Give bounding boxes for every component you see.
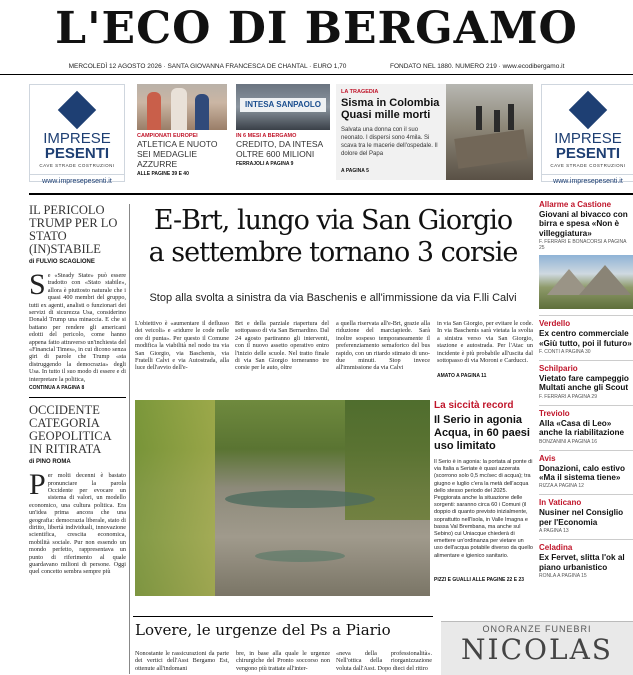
- sidebar-item-title: Alla «Casa di Leo» anche la riabilitazione: [539, 418, 625, 438]
- opinion-divider: [29, 397, 126, 398]
- lovere-headline[interactable]: Lovere, le urgenze del Ps a Piario: [135, 621, 391, 639]
- sidebar-item-tag: Allarme a Castione: [539, 200, 612, 209]
- dateline-left: MERCOLEDÌ 12 AGOSTO 2026 · SANTA GIOVANNA FRANCESCA DE CHANTAL · EURO 1,70: [68, 63, 347, 70]
- sidebar-item-title: Vietato fare campeggio Multati anche gli Scout: [539, 374, 629, 393]
- sidebar-item-ref: RONLA A PAGINA 15: [539, 573, 587, 580]
- tragedy-box[interactable]: [336, 84, 533, 180]
- teaser-title: CREDITO, DA INTESA OLTRE 600 MILIONI: [236, 139, 323, 159]
- tragedy-body: Salvata una donna con il suo neonato. I dispersi sono 4mila. Si scava tra le macerie dell'ospedale. Il dolore del Papa: [341, 127, 438, 157]
- sidebar-item[interactable]: [539, 360, 633, 400]
- dropcap: S: [29, 268, 46, 301]
- sidebar-item-ref: F. FERRARI E BONACORSI A PAGINA 25: [539, 239, 627, 252]
- tragedy-title-line1: Sisma in Colombia: [341, 97, 440, 109]
- sidebar-item-ref: F. FERRARI A PAGINA 29: [539, 393, 597, 400]
- sidebar-item[interactable]: [539, 200, 633, 251]
- drought-body: Il Serio è in agonia: la portata al ponte di via Italia a Seriate è quasi azzerata (scorrono solo 0,5 mc/sec di acqua); tra giugno e luglio c'era la metà dell'acqua dello stesso periodo del 2025. Peggiorata anche la situazione delle sorgenti: saranno circa 60 i Comuni (il doppio di quanto previsto inizialmente, soprattutto nell'Isola, in Valle Imagna e bassa Val Brembana, ma anche sul Sebino) cui Uniacque chiederà di emettere un'ordinanza per vietare un uso dell'acqua potabile diverso da quello alimentare e igienico sanitario.: [434, 459, 533, 559]
- sidebar-item[interactable]: [539, 539, 633, 579]
- sidebar-right: [539, 200, 633, 610]
- sidebar-item-ref: F. CONTI A PAGINA 30: [539, 349, 591, 356]
- diamond-logo-icon: [569, 91, 607, 129]
- teaser-kicker: CAMPIONATI EUROPEI: [137, 133, 198, 139]
- ad-url[interactable]: www.impresepesenti.it: [30, 174, 124, 185]
- lovere-col-1: Nonostante le rassicurazioni da parte dei vertici dell'Asst Bergamo Est, ottenute all'indomani: [135, 650, 229, 672]
- ad-tagline: CAVE STRADE COSTRUZIONI: [39, 163, 115, 168]
- sidebar-item-tag: Schilpario: [539, 364, 578, 374]
- sidebar-item-tag: In Vaticano: [539, 498, 582, 508]
- top-band-rule: [29, 193, 633, 195]
- opinion-body-text: er molti decenni è bastato pronunciare la parola Occidente per evocare un sistema di valori, un modello economico, una cultura politica. Era un'idea prima ancora che una geografia: democrazia liberale, stato di diritto, libertà individuali, innovazione scientifica, crescita economica, mobilità sociale. Pur non essendo un mondo perfetto, rappresentava un punto di riferimento al quale guardavano milioni di persone. Oggi quel concetto sembra sempre più: [29, 472, 126, 576]
- sidebar-item[interactable]: [539, 405, 633, 445]
- drought-kicker: La siccità record: [434, 400, 514, 411]
- lead-headline-line2: a settembre tornano 3 corsie: [148, 237, 518, 268]
- sidebar-item[interactable]: [539, 315, 633, 355]
- sidebar-item-title: Nusiner nel Consiglio per l'Economia: [539, 508, 624, 527]
- drought-article[interactable]: [434, 400, 534, 596]
- intesa-photo: [236, 84, 330, 130]
- sidebar-item-title: Giovani al bivacco con birra e spesa «Non è villeggiatura»: [539, 210, 628, 238]
- dateline-right: FONDATO NEL 1880. NUMERO 219 · www.ecodibergamo.it: [390, 63, 565, 70]
- drought-title: Il Serio in agonia Acqua, in 60 paesi uso limitato: [434, 414, 530, 452]
- intesa-sign: INTESA SANPAOLO: [240, 98, 326, 112]
- drought-ref[interactable]: PIZZI E GUALLI ALLE PAGINE 22 E 23: [434, 577, 525, 583]
- lead-col-2: Brt e della parziale riapertura del sottopasso di via San Bernardino. Dal 24 agosto partiranno gli interventi, con il nuovo assetto operativo entro l'inizio delle scuole. Nel tratto finale di via San Giorgio torneranno tre corsie per le auto, oltre: [235, 320, 329, 372]
- column-divider: [129, 204, 130, 674]
- ad-brand-line1: IMPRESE: [554, 130, 622, 147]
- opinion-headline-trump[interactable]: IL PERICOLO TRUMP PER LO STATO (IN)STABILE: [29, 204, 118, 256]
- funeral-ad-line1: ONORANZE FUNEBRI: [482, 624, 592, 634]
- sidebar-item-ref: BONZANINI A PAGINA 16: [539, 438, 597, 445]
- lead-ref[interactable]: AMATO A PAGINA 11: [437, 373, 487, 379]
- teaser-kicker: IN 6 MESI A BERGAMO: [236, 133, 297, 139]
- sidebar-item[interactable]: [539, 494, 633, 534]
- dropcap: P: [29, 468, 46, 502]
- sidebar-item-tag: Avis: [539, 453, 556, 463]
- sidebar-item-ref: RIZZA A PAGINA 12: [539, 483, 584, 490]
- lovere-rule: [133, 616, 433, 617]
- funeral-ad-line2: NICOLAS: [461, 633, 613, 666]
- athletics-photo: [137, 84, 227, 130]
- tragedy-ref: A PAGINA 5: [341, 168, 369, 174]
- lead-col-3: a quella riservata all'e-Brt, grazie alla riduzione del marciapiede. Sarà inoltre sospeso temporaneamente il preferenziamento semaforico del bus rapido, con un ritardo stimato di uno-due minuti. Stop invece all'immissione da via Calvi: [336, 320, 430, 372]
- opinion-body-trump: [29, 268, 126, 383]
- tragedy-title-line2: Quasi mille morti: [341, 109, 431, 121]
- ad-brand-line1: IMPRESE: [43, 130, 111, 147]
- lovere-col-3: «neva della professionalità». Nell'ottica della riorganizzazione voluta dall'Asst. Dopo dieci del ritiro: [336, 650, 432, 672]
- ad-brand-line2: PESENTI: [44, 145, 110, 162]
- ad-tagline: CAVE STRADE COSTRUZIONI: [550, 163, 626, 168]
- tragedy-title: [341, 97, 446, 121]
- ad-left[interactable]: [29, 84, 125, 185]
- teaser-athletics[interactable]: [137, 133, 229, 177]
- earthquake-photo: [446, 84, 533, 180]
- sidebar-item-title: Donazioni, calo estivo «Ma il sistema tiene»: [539, 463, 625, 483]
- river-serio-photo: [135, 400, 430, 596]
- sidebar-item-title: Ex Fervet, slitta l'ok al piano urbanistico: [539, 553, 625, 572]
- left-column: [29, 204, 126, 674]
- teaser-title: ATLETICA E NUOTO SEI MEDAGLIE AZZURRE: [137, 139, 218, 169]
- sidebar-item-tag: Verdello: [539, 319, 571, 329]
- diamond-logo-icon: [58, 91, 96, 129]
- teaser-ref: ALLE PAGINE 39 E 40: [137, 171, 189, 177]
- dateline: [0, 60, 633, 75]
- sidebar-item-ref: A PAGINA 13: [539, 528, 569, 535]
- opinion-byline: di PINO ROMA: [29, 459, 71, 466]
- opinion-continue[interactable]: CONTINUA A PAGINA 8: [29, 385, 85, 392]
- ad-right[interactable]: [541, 84, 633, 185]
- ad-url[interactable]: www.impresepesenti.it: [542, 174, 633, 185]
- sidebar-item-tag: Treviolo: [539, 408, 570, 418]
- sidebar-item-tag: Celadina: [539, 543, 573, 553]
- tragedy-kicker: LA TRAGEDIA: [341, 89, 379, 95]
- lead-col-1: L'obiettivo è «aumentare il deflusso dei veicoli» e «ridurre le code nelle ore di punta». Per questo il Comune modifica la viabilità nel nodo tra via San Giorgio, via Baschenis, via Fratelli Calvi e via Autostrada, alla luce dell'avvio dell'e-: [135, 320, 229, 372]
- teaser-intesa[interactable]: [236, 133, 332, 167]
- teaser-ref: FERRAJOLI A PAGINA 9: [236, 161, 294, 167]
- funeral-ad[interactable]: [441, 621, 633, 675]
- opinion-headline-occidente[interactable]: OCCIDENTE CATEGORIA GEOPOLITICA IN RITIRATA: [29, 403, 111, 457]
- ad-brand-line2: PESENTI: [555, 145, 621, 162]
- sidebar-item[interactable]: [539, 450, 633, 490]
- opinion-body-occidente: [29, 468, 126, 576]
- sidebar-item-title: Ex centro commerciale «Giù tutto, poi il futuro»: [539, 329, 632, 348]
- lovere-col-2: bre, in base alla quale le urgenze chirurgiche del Pronto soccorso non vengono più trattate all'inter-: [236, 650, 330, 672]
- opinion-byline: di FULVIO SCAGLIONE: [29, 259, 95, 265]
- lead-col-4: in via San Giorgio, per evitare le code. In via Baschenis sarà vietata la svolta a sinistra verso via San Giorgio, stazione e autostrada. Per l'Atac un incidente è più probabile all'uscita dal sottopasso di via Moroni e Carducci.: [437, 320, 533, 365]
- lead-headline-line1: E-Brt, lungo via San Giorgio: [153, 205, 513, 236]
- mountain-photo: [539, 255, 633, 309]
- lead-subhead: Stop alla svolta a sinistra da via Baschenis e all'immissione da via F.lli Calvi: [149, 292, 517, 304]
- masthead-title: L'ECO DI BERGAMO: [55, 3, 578, 54]
- opinion-body-text: e «Steady State» può essere tradotto con «Stato stabile», allora è piuttosto naturale che i quasi 400 membri del gruppo, tutti ex agenti, analisti o funzionari dei servizi di sicurezza Usa, considerino Donald Trump una minaccia. E che si battano per rendere gli americani edotti del pericolo, come hanno appena fatto attraverso un'inchiesta del «Financial Times», in cui dicono senza giri di parole che Trump «sta distruggendo la democrazia» degli Usa. In tutto il suo modo di essere e di interpretare la politica,: [29, 272, 126, 383]
- lead-headline[interactable]: [133, 205, 533, 269]
